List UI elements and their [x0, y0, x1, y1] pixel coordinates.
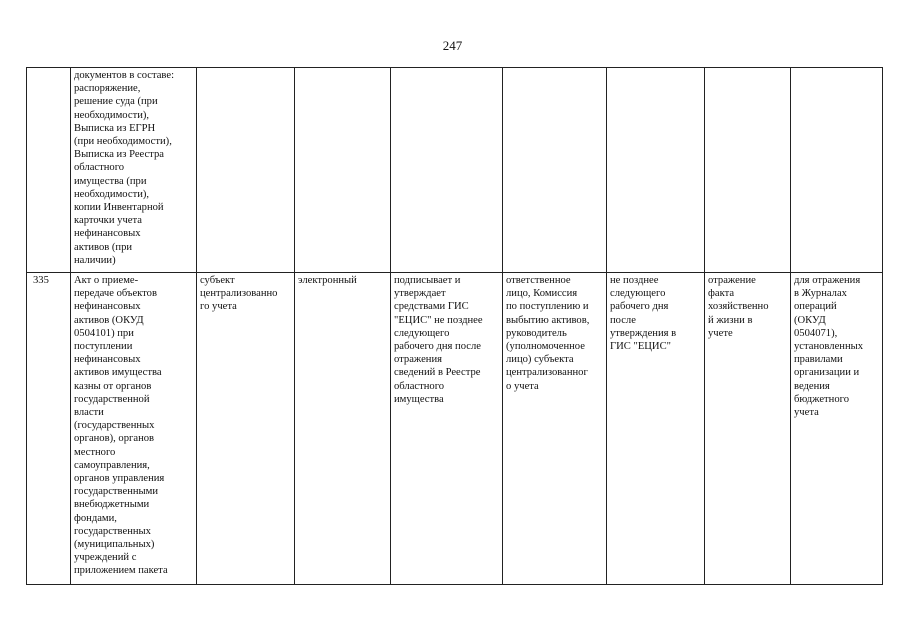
creator-cell: субъект централизованно го учета	[197, 273, 295, 585]
row-number-cell: 335	[27, 273, 71, 585]
creator-cell	[197, 68, 295, 273]
purpose-cell: отражение факта хозяйственно й жизни в учете	[705, 273, 791, 585]
table-row	[27, 273, 883, 585]
registration-cell	[791, 68, 883, 273]
responsible-cell: ответственное лицо, Комиссия по поступлению и выбытию активов, руководитель (уполномоченное лицо) субъекта централизованног о учета	[503, 273, 607, 585]
responsible-cell	[503, 68, 607, 273]
signing-cell: подписывает и утверждает средствами ГИС "ЕЦИС" не позднее следующего рабочего дня после отражения сведений в Реестре областного имущества	[391, 273, 503, 585]
form-cell: электронный	[295, 273, 391, 585]
document-name-cell: документов в составе: распоряжение, решение суда (при необходимости), Выписка из ЕГРН (при необходимости), Выписка из Реестра областного имущества (при необходимости), копии Инвентарной карточки учета нефинансовых активов (при наличии)	[71, 68, 197, 273]
registration-cell: для отражения в Журналах операций (ОКУД 0504071), установленных правилами организации и ведения бюджетного учета	[791, 273, 883, 585]
row-number-cell	[27, 68, 71, 273]
document-table	[26, 67, 883, 585]
deadline-cell	[607, 68, 705, 273]
form-cell	[295, 68, 391, 273]
deadline-cell: не позднее следующего рабочего дня после утверждения в ГИС "ЕЦИС"	[607, 273, 705, 585]
table-row	[27, 68, 883, 273]
purpose-cell	[705, 68, 791, 273]
page-number: 247	[442, 38, 463, 53]
document-name-cell: Акт о приеме- передаче объектов нефинансовых активов (ОКУД 0504101) при поступлении нефинансовых активов имущества казны от органов государственной власти (государственных органов), органов местного самоуправления, органов управления государственными внебюджетными фондами, государственных (муниципальных) учреждений с приложением пакета	[71, 273, 197, 585]
signing-cell	[391, 68, 503, 273]
